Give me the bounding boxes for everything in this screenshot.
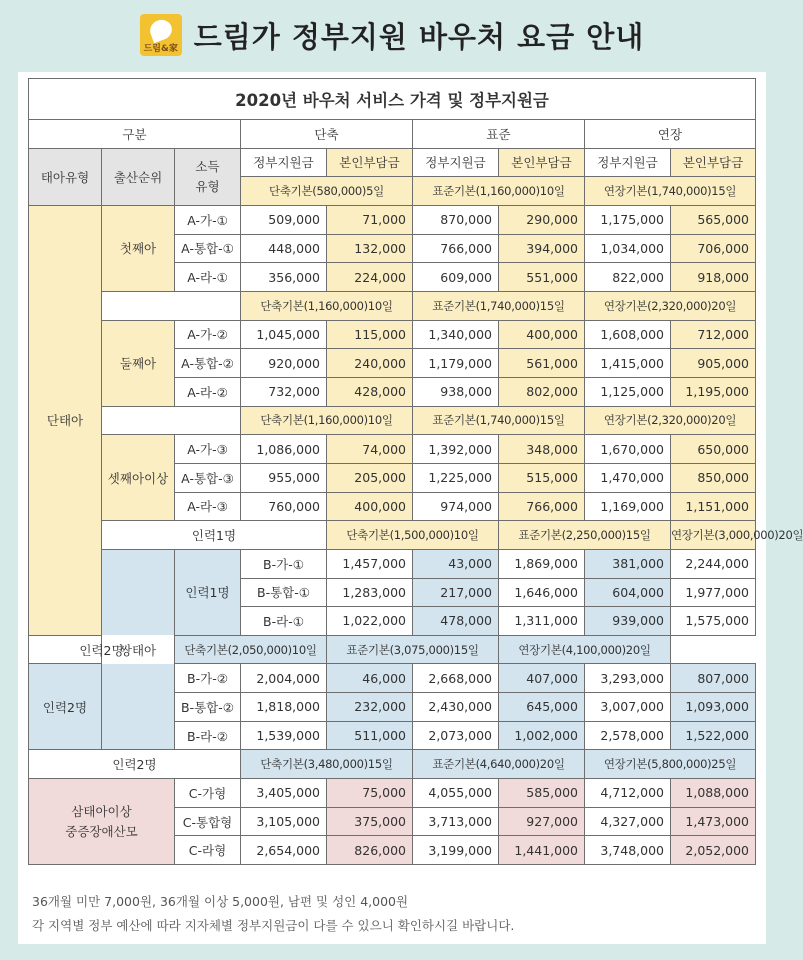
- base-price-cell: 단축기본(2,050,000)10일: [175, 635, 327, 664]
- birth-order-cell: 둘째아: [102, 320, 175, 406]
- base-price-cell: 단축기본(1,160,000)10일: [241, 291, 413, 320]
- income-type-cell: C-라형: [175, 836, 241, 865]
- self-pay-cell: 75,000: [327, 779, 413, 808]
- self-pay-header: 본인부담금: [671, 148, 756, 177]
- self-pay-cell: 1,522,000: [671, 721, 756, 750]
- gov-support-cell: 1,457,000: [327, 549, 413, 578]
- gov-support-cell: 1,470,000: [585, 463, 671, 492]
- self-pay-cell: 74,000: [327, 435, 413, 464]
- self-pay-cell: 1,151,000: [671, 492, 756, 521]
- self-pay-cell: 927,000: [499, 807, 585, 836]
- voucher-price-table: [28, 78, 803, 865]
- base-price-cell: 연장기본(2,320,000)20일: [585, 291, 756, 320]
- gov-support-cell: 2,244,000: [671, 549, 756, 578]
- self-pay-cell: 400,000: [327, 492, 413, 521]
- self-pay-cell: 217,000: [413, 578, 499, 607]
- staff-label-cell: 인력2명: [29, 635, 175, 664]
- gov-support-cell: 1,283,000: [327, 578, 413, 607]
- short-header: 단축: [241, 120, 413, 149]
- drimga-logo: [140, 14, 182, 56]
- income-type-cell: B-라-②: [175, 721, 241, 750]
- gov-support-cell: 4,055,000: [413, 779, 499, 808]
- self-pay-cell: 1,441,000: [499, 836, 585, 865]
- gov-support-header: 정부지원금: [241, 148, 327, 177]
- gov-support-cell: 1,539,000: [241, 721, 327, 750]
- base-price-cell: 단축기본(1,160,000)10일: [241, 406, 413, 435]
- income-type-cell: A-통합-①: [175, 234, 241, 263]
- self-pay-cell: 515,000: [499, 463, 585, 492]
- gov-support-cell: 1,415,000: [585, 349, 671, 378]
- gov-support-cell: 609,000: [413, 263, 499, 292]
- self-pay-cell: 132,000: [327, 234, 413, 263]
- gov-support-cell: 1,179,000: [413, 349, 499, 378]
- self-pay-cell: 428,000: [327, 377, 413, 406]
- bird-icon: [147, 17, 175, 43]
- self-pay-cell: 46,000: [327, 664, 413, 693]
- gov-support-cell: 1,646,000: [499, 578, 585, 607]
- gov-support-cell: 2,430,000: [413, 693, 499, 722]
- gov-support-cell: 509,000: [241, 205, 327, 234]
- income-type-cell: A-라-③: [175, 492, 241, 521]
- table-row: [29, 320, 756, 349]
- fetus-type-cell: 단태아: [29, 205, 102, 635]
- table-row: [29, 435, 756, 464]
- gov-support-cell: 1,869,000: [499, 549, 585, 578]
- self-pay-cell: 1,195,000: [671, 377, 756, 406]
- gov-support-header: 정부지원금: [585, 148, 671, 177]
- price-panel: [18, 72, 803, 944]
- self-pay-header: 본인부담금: [327, 148, 413, 177]
- gov-support-cell: 1,169,000: [585, 492, 671, 521]
- gov-support-cell: 2,668,000: [413, 664, 499, 693]
- self-pay-cell: 561,000: [499, 349, 585, 378]
- self-pay-cell: 712,000: [671, 320, 756, 349]
- gov-support-cell: 938,000: [413, 377, 499, 406]
- self-pay-cell: 807,000: [671, 664, 756, 693]
- gov-support-cell: 920,000: [241, 349, 327, 378]
- self-pay-cell: 802,000: [499, 377, 585, 406]
- gov-support-cell: 1,977,000: [671, 578, 756, 607]
- self-pay-cell: 205,000: [327, 463, 413, 492]
- gov-support-cell: 3,007,000: [585, 693, 671, 722]
- gov-support-cell: 3,748,000: [585, 836, 671, 865]
- base-price-cell: 연장기본(2,320,000)20일: [585, 406, 756, 435]
- self-pay-cell: 645,000: [499, 693, 585, 722]
- birth-order-cell: 인력1명: [175, 549, 241, 635]
- income-type-cell: B-통합-②: [175, 693, 241, 722]
- gov-support-cell: 766,000: [413, 234, 499, 263]
- income-type-cell: A-통합-②: [175, 349, 241, 378]
- birth-order-header: 출산순위: [102, 148, 175, 205]
- self-pay-cell: 478,000: [413, 607, 499, 636]
- gov-support-cell: 3,105,000: [241, 807, 327, 836]
- birth-order-cell: 첫째아: [102, 205, 175, 291]
- extended-header: 연장: [585, 120, 756, 149]
- base-row: [29, 406, 756, 435]
- gov-support-cell: 1,818,000: [241, 693, 327, 722]
- header-row: [29, 120, 756, 149]
- page-title: 드림가 정부지원 바우처 요금 안내: [193, 19, 645, 54]
- gov-support-cell: 974,000: [413, 492, 499, 521]
- self-pay-cell: 375,000: [327, 807, 413, 836]
- gov-support-cell: 3,293,000: [585, 664, 671, 693]
- income-type-cell: B-가-②: [175, 664, 241, 693]
- base-row: [29, 521, 756, 550]
- income-type-cell: A-가-②: [175, 320, 241, 349]
- logo-text: 드림&家: [143, 44, 178, 54]
- self-pay-cell: 511,000: [327, 721, 413, 750]
- income-type-cell: A-가-③: [175, 435, 241, 464]
- gov-support-header: 정부지원금: [413, 148, 499, 177]
- gov-support-cell: 1,670,000: [585, 435, 671, 464]
- gov-support-cell: 822,000: [585, 263, 671, 292]
- gov-support-cell: 2,578,000: [585, 721, 671, 750]
- self-pay-cell: 766,000: [499, 492, 585, 521]
- gov-support-cell: 1,086,000: [241, 435, 327, 464]
- income-type-cell: C-가형: [175, 779, 241, 808]
- self-pay-cell: 585,000: [499, 779, 585, 808]
- gov-support-cell: 1,225,000: [413, 463, 499, 492]
- gov-support-cell: 2,073,000: [413, 721, 499, 750]
- header-row: [29, 148, 756, 177]
- gov-support-cell: 448,000: [241, 234, 327, 263]
- base-price-cell: 표준기본(1,160,000)10일: [413, 177, 585, 206]
- gov-support-cell: 1,575,000: [671, 607, 756, 636]
- self-pay-cell: 604,000: [585, 578, 671, 607]
- self-pay-cell: 1,088,000: [671, 779, 756, 808]
- gov-support-cell: 870,000: [413, 205, 499, 234]
- self-pay-cell: 43,000: [413, 549, 499, 578]
- income-type-cell: A-통합-③: [175, 463, 241, 492]
- gov-support-cell: 1,175,000: [585, 205, 671, 234]
- gov-support-cell: 1,392,000: [413, 435, 499, 464]
- self-pay-cell: 826,000: [327, 836, 413, 865]
- blank-cell: [102, 406, 241, 435]
- self-pay-cell: 348,000: [499, 435, 585, 464]
- self-pay-cell: 232,000: [327, 693, 413, 722]
- income-type-cell: A-라-①: [175, 263, 241, 292]
- base-price-cell: 단축기본(1,500,000)10일: [327, 521, 499, 550]
- birth-order-cell: 인력2명: [29, 664, 102, 750]
- self-pay-cell: 650,000: [671, 435, 756, 464]
- gov-support-cell: 1,311,000: [499, 607, 585, 636]
- gov-support-cell: 1,045,000: [241, 320, 327, 349]
- base-price-cell: 표준기본(2,250,000)15일: [499, 521, 671, 550]
- self-pay-cell: 918,000: [671, 263, 756, 292]
- table-row: [29, 205, 756, 234]
- income-type-cell: A-라-②: [175, 377, 241, 406]
- birth-order-cell: 셋째아이상: [102, 435, 175, 521]
- gov-support-cell: 732,000: [241, 377, 327, 406]
- income-type-cell: A-가-①: [175, 205, 241, 234]
- base-price-cell: 연장기본(5,800,000)25일: [585, 750, 756, 779]
- income-type-cell: C-통합형: [175, 807, 241, 836]
- self-pay-cell: 850,000: [671, 463, 756, 492]
- fetus-type-cell: 삼태아이상 중증장애산모: [29, 779, 175, 865]
- gov-support-cell: 1,022,000: [327, 607, 413, 636]
- income-type-header: 소득 유형: [175, 148, 241, 205]
- self-pay-cell: 240,000: [327, 349, 413, 378]
- income-type-cell: B-통합-①: [241, 578, 327, 607]
- fetus-type-cell: 쌍태아: [102, 549, 175, 750]
- notes: [32, 890, 514, 938]
- page-header: [0, 0, 784, 70]
- base-row: [29, 291, 756, 320]
- base-price-cell: 표준기본(3,075,000)15일: [327, 635, 499, 664]
- base-row: [29, 750, 756, 779]
- gov-support-cell: 2,004,000: [241, 664, 327, 693]
- blank-cell: [102, 291, 241, 320]
- gov-support-cell: 4,327,000: [585, 807, 671, 836]
- table-row: [29, 549, 756, 578]
- gov-support-cell: 1,034,000: [585, 234, 671, 263]
- self-pay-cell: 115,000: [327, 320, 413, 349]
- gov-support-cell: 1,125,000: [585, 377, 671, 406]
- table-title: 2020년 바우처 서비스 가격 및 정부지원금: [29, 79, 756, 120]
- self-pay-cell: 939,000: [585, 607, 671, 636]
- self-pay-cell: 551,000: [499, 263, 585, 292]
- gov-support-cell: 356,000: [241, 263, 327, 292]
- base-price-cell: 표준기본(1,740,000)15일: [413, 406, 585, 435]
- standard-header: 표준: [413, 120, 585, 149]
- self-pay-cell: 224,000: [327, 263, 413, 292]
- staff-label-cell: 인력2명: [29, 750, 241, 779]
- staff-label-cell: 인력1명: [102, 521, 327, 550]
- self-pay-cell: 1,093,000: [671, 693, 756, 722]
- self-pay-cell: 400,000: [499, 320, 585, 349]
- division-header: 구분: [29, 120, 241, 149]
- base-price-cell: 연장기본(4,100,000)20일: [499, 635, 671, 664]
- self-pay-cell: 71,000: [327, 205, 413, 234]
- base-price-cell: 연장기본(3,000,000)20일: [671, 521, 756, 550]
- base-price-cell: 연장기본(1,740,000)15일: [585, 177, 756, 206]
- gov-support-cell: 2,654,000: [241, 836, 327, 865]
- table-title-row: [29, 79, 756, 120]
- self-pay-cell: 706,000: [671, 234, 756, 263]
- gov-support-cell: 4,712,000: [585, 779, 671, 808]
- fetus-type-header: 태아유형: [29, 148, 102, 205]
- income-type-cell: B-가-①: [241, 549, 327, 578]
- table-row: [29, 779, 756, 808]
- gov-support-cell: 760,000: [241, 492, 327, 521]
- note-line: 36개월 미만 7,000원, 36개월 이상 5,000원, 남편 및 성인 4,000원: [32, 894, 409, 909]
- self-pay-cell: 565,000: [671, 205, 756, 234]
- self-pay-cell: 1,002,000: [499, 721, 585, 750]
- base-price-cell: 단축기본(3,480,000)15일: [241, 750, 413, 779]
- gov-support-cell: 3,199,000: [413, 836, 499, 865]
- gov-support-cell: 3,713,000: [413, 807, 499, 836]
- gov-support-cell: 955,000: [241, 463, 327, 492]
- base-price-cell: 표준기본(1,740,000)15일: [413, 291, 585, 320]
- self-pay-cell: 2,052,000: [671, 836, 756, 865]
- self-pay-cell: 407,000: [499, 664, 585, 693]
- base-price-cell: 단축기본(580,000)5일: [241, 177, 413, 206]
- self-pay-cell: 905,000: [671, 349, 756, 378]
- self-pay-header: 본인부담금: [499, 148, 585, 177]
- gov-support-cell: 3,405,000: [241, 779, 327, 808]
- note-line: 각 지역별 정부 예산에 따라 지자체별 정부지원금이 다를 수 있으니 확인하시길 바랍니다.: [32, 918, 515, 933]
- self-pay-cell: 394,000: [499, 234, 585, 263]
- self-pay-cell: 1,473,000: [671, 807, 756, 836]
- gov-support-cell: 1,340,000: [413, 320, 499, 349]
- gov-support-cell: 1,608,000: [585, 320, 671, 349]
- income-type-cell: B-라-①: [241, 607, 327, 636]
- self-pay-cell: 290,000: [499, 205, 585, 234]
- base-price-cell: 표준기본(4,640,000)20일: [413, 750, 585, 779]
- self-pay-cell: 381,000: [585, 549, 671, 578]
